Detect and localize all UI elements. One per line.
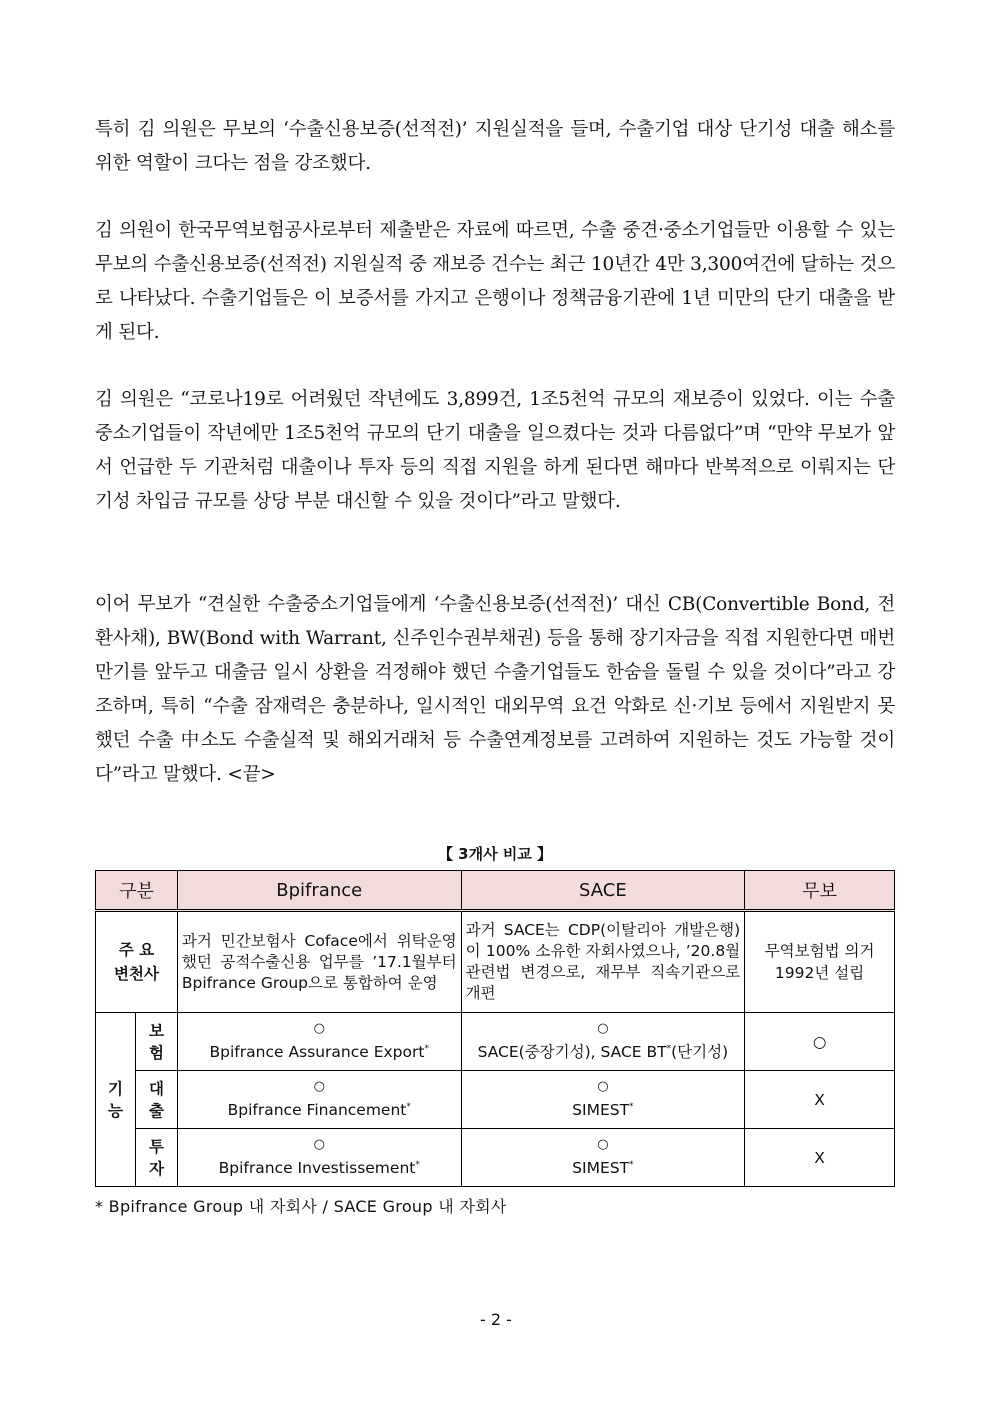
circle-mark: ○ (313, 1136, 325, 1152)
circle-mark: ○ (313, 1020, 325, 1036)
history-sace: 과거 SACE는 CDP(이탈리아 개발은행)이 100% 소유한 자회사였으나, ’20.8월 관련법 변경으로, 재무부 직속기관으로 개편 (461, 911, 745, 1013)
header-bpifrance: Bpifrance (177, 871, 461, 911)
page-number: - 2 - (480, 1310, 512, 1329)
cell-bpifrance-insurance: ○ Bpifrance Assurance Export* (177, 1013, 461, 1071)
paragraph-3: 김 의원은 “코로나19로 어려웠던 작년에도 3,899건, 1조5천억 규모의 재보증이 있었다. 이는 수출 중소기업들이 작년에만 1조5천억 규모의 단기 대출을 일으켰다는 것과 다름없다”며 “만약 무보가 앞서 언급한 두 기관처럼 대출이나 투자 등의 직접 지원을 하게 된다면 해마다 반복적으로 이뤄지는 단기성 차입금 규모를 상당 부분 대신할 수 있을 것이다”라고 말했다. (95, 389, 895, 512)
cell-kstrade-loan: X (745, 1071, 895, 1129)
history-bpifrance: 과거 민간보험사 Coface에서 위탁운영했던 공적수출신용 업무를 ’17.1월부터 Bpifrance Group으로 통합하여 운영 (177, 911, 461, 1013)
header-sace: SACE (461, 871, 745, 911)
table-footnote: * Bpifrance Group 내 자회사 / SACE Group 내 자회사 (95, 1197, 507, 1216)
cell-bpifrance-investment: ○ Bpifrance Investissement* (177, 1129, 461, 1187)
cell-sace-investment: ○ SIMEST* (461, 1129, 745, 1187)
row-label-insurance: 보 험 (135, 1013, 177, 1071)
circle-mark: ○ (313, 1078, 325, 1094)
history-kstrade: 무역보험법 의거 1992년 설립 (745, 911, 895, 1013)
paragraph-2: 김 의원이 한국무역보험공사로부터 제출받은 자료에 따르면, 수출 중견·중소기업들만 이용할 수 있는 무보의 수출신용보증(선적전) 지원실적 중 재보증 건수는 최근 10년간 4만 3,300여건에 달하는 것으로 나타났다. 수출기업들은 이 보증서를 가지고 은행이나 정책금융기관에 1년 미만의 단기 대출을 받게 된다. (95, 220, 895, 343)
table-row-investment (96, 1129, 895, 1187)
row-label-investment: 투 자 (135, 1129, 177, 1187)
cell-sace-insurance: ○ SACE(중장기성), SACE BT*(단기성) (461, 1013, 745, 1071)
circle-mark: ○ (597, 1078, 609, 1094)
cell-sace-loan: ○ SIMEST* (461, 1071, 745, 1129)
comparison-table (95, 870, 895, 1187)
header-category: 구분 (96, 871, 178, 911)
table-row-insurance (96, 1013, 895, 1071)
row-label-loan: 대 출 (135, 1071, 177, 1129)
circle-mark: ○ (597, 1136, 609, 1152)
header-kstrade: 무보 (745, 871, 895, 911)
table-caption: 【 3개사 비교 】 (437, 845, 553, 863)
cell-kstrade-insurance: ○ (745, 1013, 895, 1071)
history-row (96, 911, 895, 1013)
circle-mark: ○ (597, 1020, 609, 1036)
history-label: 주 요 변천사 (96, 911, 178, 1013)
function-label: 기 능 (96, 1013, 136, 1187)
cell-kstrade-investment: X (745, 1129, 895, 1187)
table-header-row (96, 871, 895, 911)
table-row-loan (96, 1071, 895, 1129)
paragraph-4: 이어 무보가 “견실한 수출중소기업들에게 ‘수출신용보증(선적전)’ 대신 CB(Convertible Bond, 전환사채), BW(Bond with Warrant, 신주인수권부채권) 등을 통해 장기자금을 직접 지원한다면 매번 만기를 앞두고 대출금 일시 상환을 걱정해야 했던 수출기업들도 한숨을 돌릴 수 있을 것이다”라고 강조하며, 특히 “수출 잠재력은 충분하나, 일시적인 대외무역 요건 악화로 신·기보 등에서 지원받지 못했던 수출 中소도 수출실적 및 해외거래처 등 수출연계정보를 고려하여 지원하는 것도 가능할 것이다”라고 말했다. <끝> (95, 594, 895, 785)
cell-bpifrance-loan: ○ Bpifrance Financement* (177, 1071, 461, 1129)
paragraph-1: 특히 김 의원은 무보의 ‘수출신용보증(선적전)’ 지원실적을 들며, 수출기업 대상 단기성 대출 해소를 위한 역할이 크다는 점을 강조했다. (95, 119, 895, 174)
